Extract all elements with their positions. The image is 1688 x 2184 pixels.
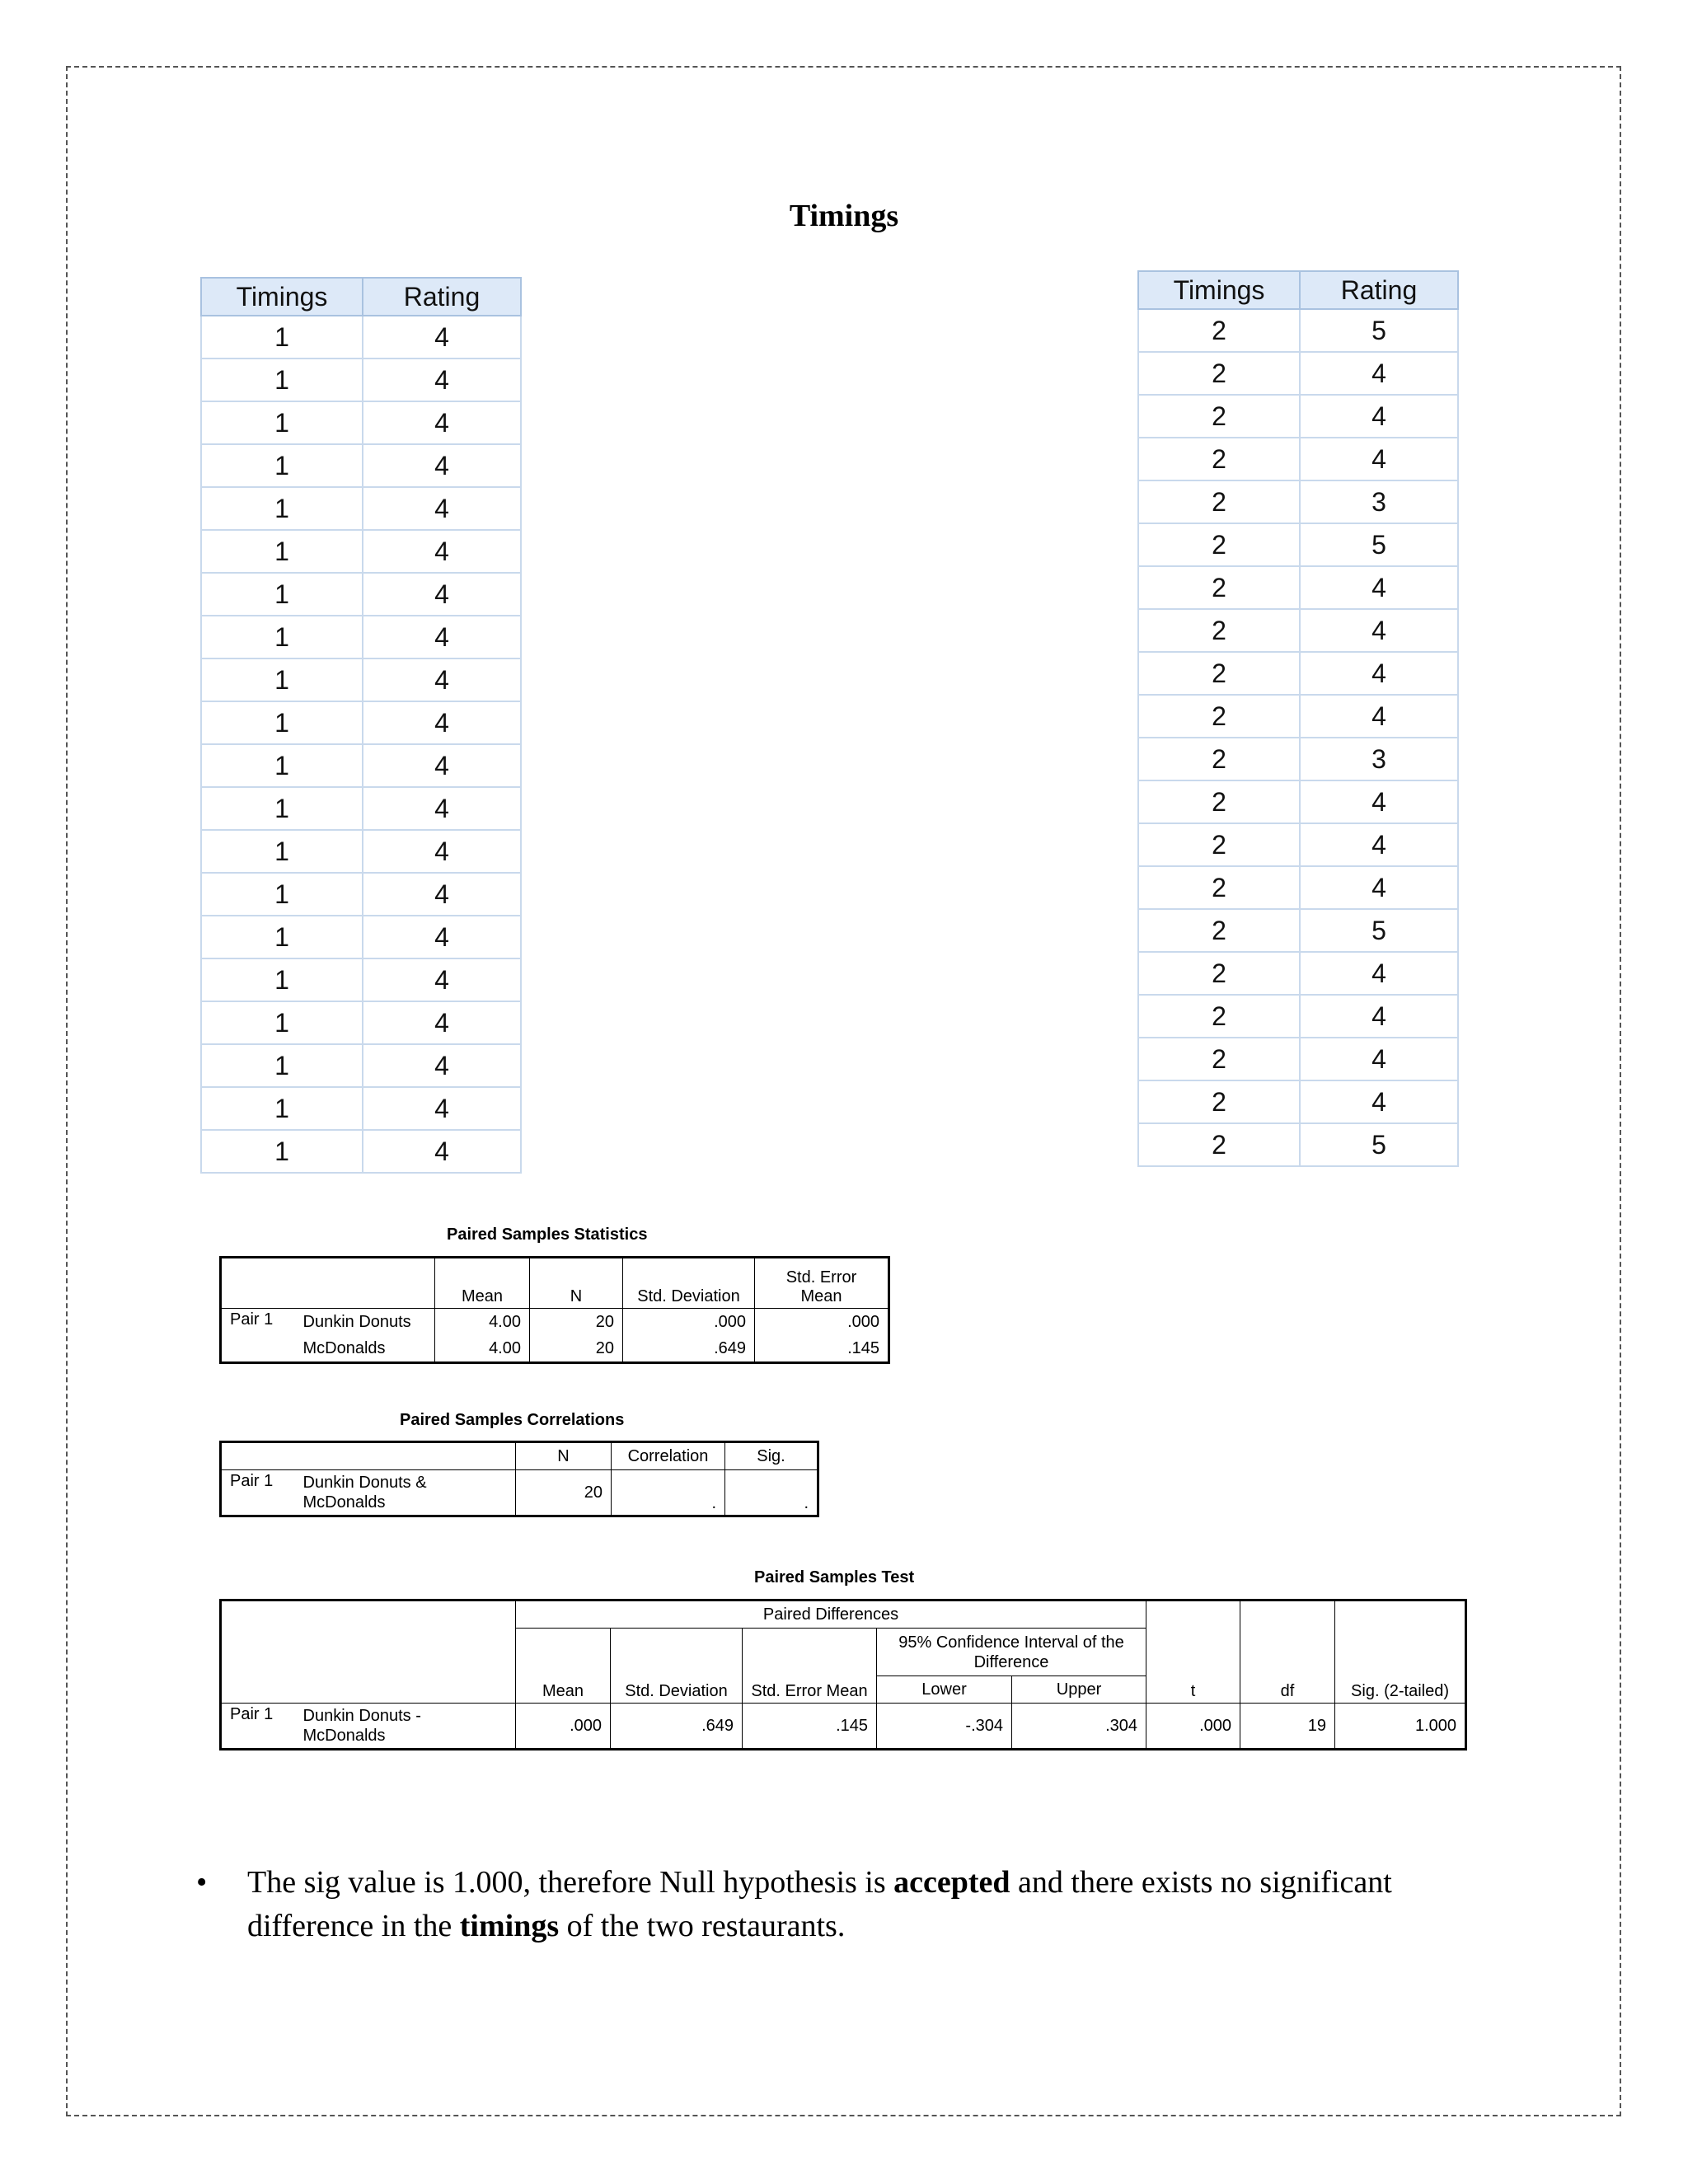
test-ci-header: 95% Confidence Interval of the Difference (877, 1629, 1146, 1676)
cell-rating[interactable]: 4 (363, 616, 521, 658)
stats-header-n: N (530, 1258, 623, 1309)
grid-row (201, 701, 521, 744)
page-title: Timings (789, 199, 899, 233)
conclusion-text: The sig value is 1.000, therefore Null hypothesis is (247, 1865, 894, 1900)
cell-rating[interactable]: 4 (363, 530, 521, 573)
grid-row (1138, 395, 1458, 438)
grid-row (201, 744, 521, 787)
stats-cell: .000 (623, 1309, 755, 1336)
cell-rating[interactable]: 4 (363, 444, 521, 487)
grid-row (201, 573, 521, 616)
cell-rating[interactable]: 4 (363, 1087, 521, 1130)
column-header-rating[interactable]: Rating (363, 278, 521, 316)
cell-timings[interactable]: 1 (201, 830, 363, 873)
test-cell-mean: .000 (516, 1704, 611, 1750)
cell-rating[interactable]: 4 (363, 487, 521, 530)
paired-samples-statistics-table (219, 1256, 890, 1364)
grid-row (1138, 609, 1458, 652)
cell-rating[interactable]: 4 (1300, 780, 1458, 823)
cell-rating[interactable]: 5 (1300, 909, 1458, 952)
cell-rating[interactable]: 4 (1300, 395, 1458, 438)
cell-timings[interactable]: 2 (1138, 995, 1300, 1038)
grid-row (1138, 309, 1458, 352)
test-cell-se: .145 (743, 1704, 877, 1750)
cell-rating[interactable]: 4 (1300, 695, 1458, 738)
test-group-header: Paired Differences (516, 1601, 1146, 1629)
stats-header-se: Std. Error Mean (755, 1258, 889, 1309)
cell-rating[interactable]: 4 (363, 744, 521, 787)
stats-row-label: Dunkin Donuts (295, 1309, 435, 1336)
cell-timings[interactable]: 2 (1138, 1123, 1300, 1166)
cell-rating[interactable]: 5 (1300, 523, 1458, 566)
grid-row (201, 1001, 521, 1044)
grid-row (1138, 1123, 1458, 1166)
grid-row (1138, 952, 1458, 995)
cell-rating[interactable]: 4 (1300, 1038, 1458, 1080)
conclusion-emphasis: timings (459, 1909, 560, 1943)
grid-row (201, 401, 521, 444)
cell-timings[interactable]: 2 (1138, 652, 1300, 695)
cell-rating[interactable]: 4 (363, 401, 521, 444)
grid-row (1138, 566, 1458, 609)
grid-row (1138, 438, 1458, 480)
cell-rating[interactable]: 4 (363, 1130, 521, 1173)
corr-header-correlation: Correlation (612, 1442, 725, 1470)
grid-row (201, 830, 521, 873)
grid-row (201, 316, 521, 359)
grid-row (201, 787, 521, 830)
grid-row (1138, 1038, 1458, 1080)
cell-timings[interactable]: 1 (201, 316, 363, 359)
grid-row (201, 530, 521, 573)
stats-cell: .649 (623, 1335, 755, 1363)
corr-header-n: N (516, 1442, 612, 1470)
cell-timings[interactable]: 1 (201, 359, 363, 401)
grid-row (201, 916, 521, 958)
cell-rating[interactable]: 4 (363, 316, 521, 359)
grid-row (201, 873, 521, 916)
cell-rating[interactable]: 4 (1300, 566, 1458, 609)
stats-cell: 20 (530, 1309, 623, 1336)
cell-rating[interactable]: 4 (363, 359, 521, 401)
grid-row (1138, 995, 1458, 1038)
cell-timings[interactable]: 2 (1138, 738, 1300, 780)
cell-timings[interactable]: 1 (201, 1130, 363, 1173)
corr-cell-correlation: . (612, 1470, 725, 1516)
cell-timings[interactable]: 1 (201, 658, 363, 701)
test-header-df: df (1240, 1601, 1335, 1704)
grid-row (201, 444, 521, 487)
corr-row-label: Dunkin Donuts & McDonalds (295, 1470, 516, 1516)
test-cell-sd: .649 (611, 1704, 743, 1750)
grid-row (1138, 480, 1458, 523)
bullet-icon: • (196, 1865, 208, 1900)
cell-rating[interactable]: 4 (1300, 995, 1458, 1038)
grid-row (201, 616, 521, 658)
cell-rating[interactable]: 4 (1300, 1080, 1458, 1123)
cell-rating[interactable]: 4 (363, 873, 521, 916)
cell-timings[interactable]: 2 (1138, 909, 1300, 952)
cell-timings[interactable]: 1 (201, 530, 363, 573)
grid-row (1138, 780, 1458, 823)
cell-rating[interactable]: 4 (1300, 952, 1458, 995)
cell-timings[interactable]: 2 (1138, 395, 1300, 438)
test-header-sd: Std. Deviation (611, 1629, 743, 1704)
test-pair-label: Pair 1 (221, 1704, 295, 1750)
test-header-sig: Sig. (2-tailed) (1335, 1601, 1466, 1704)
cell-timings[interactable]: 1 (201, 787, 363, 830)
column-header-rating[interactable]: Rating (1300, 271, 1458, 309)
cell-rating[interactable]: 4 (1300, 823, 1458, 866)
cell-timings[interactable]: 1 (201, 444, 363, 487)
cell-timings[interactable]: 2 (1138, 1038, 1300, 1080)
test-corner (221, 1601, 516, 1704)
stats-corner (221, 1258, 435, 1309)
grid-row (201, 487, 521, 530)
stats-pair-label: Pair 1 (221, 1309, 295, 1363)
grid-row (1138, 738, 1458, 780)
cell-timings[interactable]: 1 (201, 1001, 363, 1044)
grid-row (1138, 523, 1458, 566)
test-cell-sig: 1.000 (1335, 1704, 1466, 1750)
test-header-t: t (1146, 1601, 1240, 1704)
cell-timings[interactable]: 2 (1138, 523, 1300, 566)
cell-timings[interactable]: 2 (1138, 609, 1300, 652)
conclusion-text: and there exists no significant difference in the (247, 1865, 1392, 1943)
cell-rating[interactable]: 4 (1300, 352, 1458, 395)
left-data-grid (200, 277, 522, 1174)
cell-timings[interactable]: 1 (201, 1044, 363, 1087)
cell-rating[interactable]: 4 (363, 958, 521, 1001)
test-cell-t: .000 (1146, 1704, 1240, 1750)
cell-timings[interactable]: 2 (1138, 1080, 1300, 1123)
grid-row (201, 1044, 521, 1087)
cell-timings[interactable]: 2 (1138, 695, 1300, 738)
grid-row (1138, 823, 1458, 866)
grid-row (1138, 909, 1458, 952)
cell-timings[interactable]: 2 (1138, 480, 1300, 523)
cell-rating[interactable]: 4 (363, 1044, 521, 1087)
cell-rating[interactable]: 4 (363, 787, 521, 830)
cell-timings[interactable]: 1 (201, 916, 363, 958)
test-header-mean: Mean (516, 1629, 611, 1704)
cell-rating[interactable]: 3 (1300, 738, 1458, 780)
cell-timings[interactable]: 1 (201, 573, 363, 616)
grid-row (1138, 695, 1458, 738)
cell-timings[interactable]: 1 (201, 1087, 363, 1130)
cell-timings[interactable]: 2 (1138, 780, 1300, 823)
cell-timings[interactable]: 2 (1138, 823, 1300, 866)
stats-caption: Paired Samples Statistics (447, 1226, 648, 1244)
test-row-label: Dunkin Donuts - McDonalds (295, 1704, 516, 1750)
cell-timings[interactable]: 2 (1138, 866, 1300, 909)
cell-timings[interactable]: 2 (1138, 566, 1300, 609)
paired-samples-correlations-table (219, 1441, 819, 1517)
corr-pair-label: Pair 1 (221, 1470, 295, 1516)
cell-timings[interactable]: 1 (201, 701, 363, 744)
cell-rating[interactable]: 4 (363, 658, 521, 701)
test-caption: Paired Samples Test (754, 1568, 915, 1586)
cell-timings[interactable]: 1 (201, 744, 363, 787)
test-header-lower: Lower (877, 1676, 1012, 1704)
right-data-grid (1137, 270, 1459, 1167)
stats-cell: .000 (755, 1309, 889, 1336)
cell-timings[interactable]: 1 (201, 487, 363, 530)
cell-rating[interactable]: 4 (1300, 438, 1458, 480)
test-cell-upper: .304 (1012, 1704, 1146, 1750)
corr-corner (221, 1442, 516, 1470)
corr-caption: Paired Samples Correlations (400, 1411, 625, 1429)
cell-timings[interactable]: 2 (1138, 438, 1300, 480)
stats-cell: .145 (755, 1335, 889, 1363)
test-header-se: Std. Error Mean (743, 1629, 877, 1704)
stats-cell: 20 (530, 1335, 623, 1363)
cell-timings[interactable]: 2 (1138, 952, 1300, 995)
grid-row (201, 1087, 521, 1130)
column-header-timings[interactable]: Timings (201, 278, 363, 316)
test-cell-lower: -.304 (877, 1704, 1012, 1750)
column-header-timings[interactable]: Timings (1138, 271, 1300, 309)
test-cell-df: 19 (1240, 1704, 1335, 1750)
conclusion-text: of the two restaurants. (559, 1909, 846, 1943)
cell-timings[interactable]: 1 (201, 873, 363, 916)
cell-rating[interactable]: 4 (1300, 609, 1458, 652)
cell-timings[interactable]: 1 (201, 401, 363, 444)
corr-header-sig: Sig. (725, 1442, 818, 1470)
cell-timings[interactable]: 2 (1138, 352, 1300, 395)
grid-row (1138, 352, 1458, 395)
cell-rating[interactable]: 4 (1300, 866, 1458, 909)
cell-timings[interactable]: 1 (201, 958, 363, 1001)
grid-row (201, 1130, 521, 1173)
stats-header-mean: Mean (435, 1258, 530, 1309)
cell-rating[interactable]: 4 (363, 573, 521, 616)
cell-timings[interactable]: 1 (201, 616, 363, 658)
corr-cell-sig: . (725, 1470, 818, 1516)
grid-row (201, 359, 521, 401)
cell-timings[interactable]: 2 (1138, 309, 1300, 352)
cell-rating[interactable]: 4 (1300, 652, 1458, 695)
stats-cell: 4.00 (435, 1309, 530, 1336)
test-header-upper: Upper (1012, 1676, 1146, 1704)
grid-row (1138, 1080, 1458, 1123)
stats-cell: 4.00 (435, 1335, 530, 1363)
stats-header-sd: Std. Deviation (623, 1258, 755, 1309)
grid-row (1138, 652, 1458, 695)
stats-row-label: McDonalds (295, 1335, 435, 1363)
conclusion-bullet (196, 1861, 1442, 1948)
cell-rating[interactable]: 5 (1300, 309, 1458, 352)
paired-samples-test-table (219, 1599, 1467, 1750)
conclusion-emphasis: accepted (893, 1865, 1010, 1900)
grid-row (201, 658, 521, 701)
corr-cell-n: 20 (516, 1470, 612, 1516)
cell-rating[interactable]: 3 (1300, 480, 1458, 523)
grid-row (201, 958, 521, 1001)
grid-row (1138, 866, 1458, 909)
cell-rating[interactable]: 4 (363, 916, 521, 958)
cell-rating[interactable]: 5 (1300, 1123, 1458, 1166)
cell-rating[interactable]: 4 (363, 1001, 521, 1044)
cell-rating[interactable]: 4 (363, 830, 521, 873)
cell-rating[interactable]: 4 (363, 701, 521, 744)
